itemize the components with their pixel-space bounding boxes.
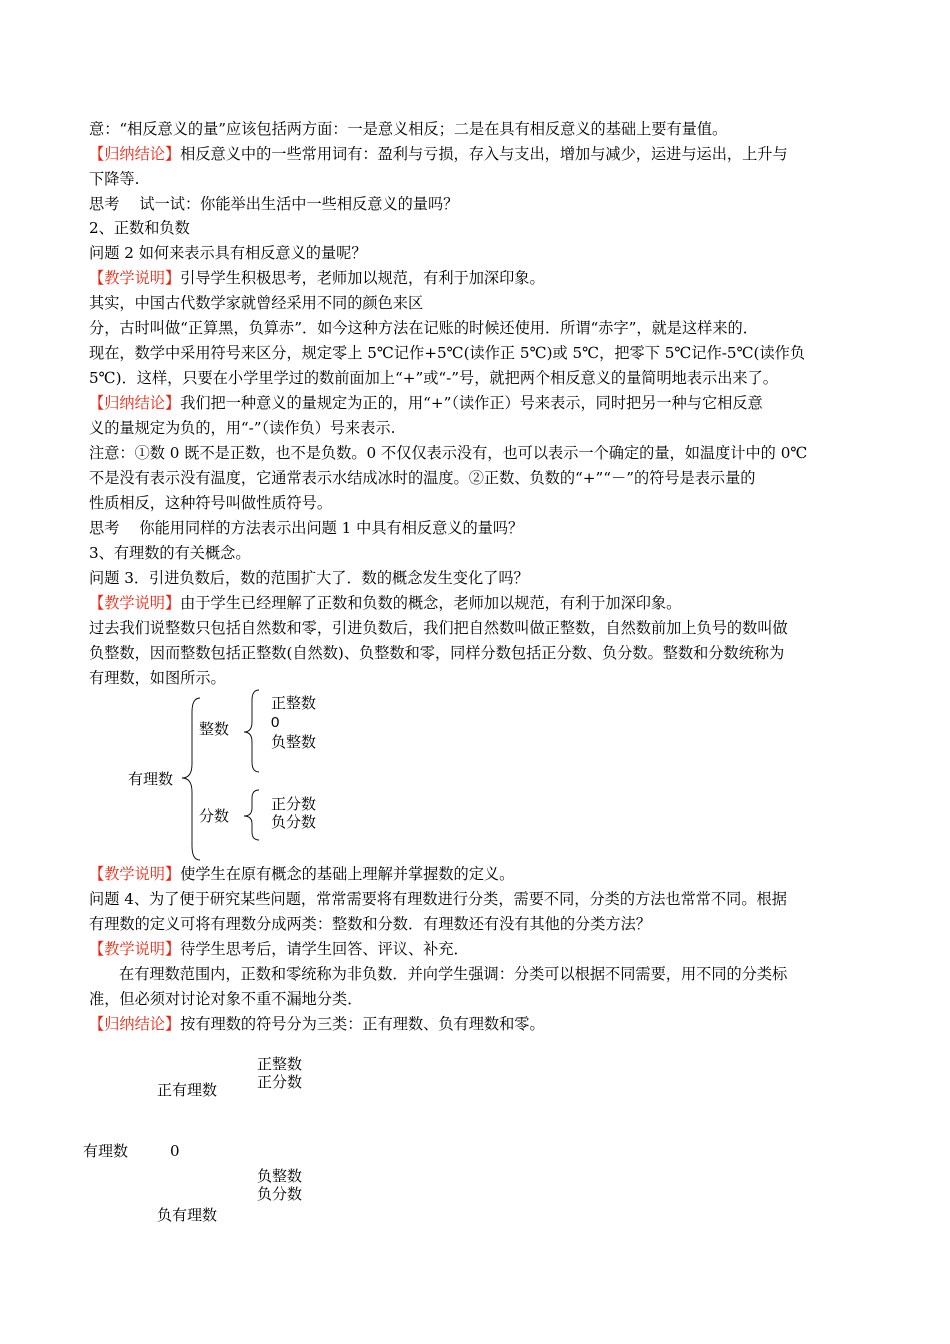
conclusion-tag: 【归纳结论】 [89, 1015, 181, 1033]
teaching-note-text: 引导学生积极思考，老师加以规范，有利于加深印象。 [180, 269, 545, 287]
fraction-brace [244, 790, 259, 840]
text-line: 现在，数学中采用符号来区分，规定零上 5℃记作+5℃(读作正 5℃)或 5℃，把零下 5℃记作-5℃(读作负 [89, 344, 806, 362]
note-line: 性质相反，这种符号叫做性质符号。 [89, 494, 332, 512]
conclusion-text: 相反意义中的一些常用词有：盈利与亏损，存入与支出，增加与减少，运进与运出，上升与 [180, 145, 788, 163]
text-line: 过去我们说整数只包括自然数和零，引进负数后，我们把自然数叫做正整数，自然数前加上负号的数叫做 [89, 619, 788, 637]
text-line: 有理数的定义可将有理数分成两类：整数和分数．有理数还有没有其他的分类方法？ [89, 915, 651, 933]
conclusion-tag: 【归纳结论】 [89, 145, 181, 163]
outer-brace [182, 698, 200, 860]
text-line: 义的量规定为负的，用“-”（读作负）号来表示. [89, 419, 396, 437]
sign-positive-integer-label: 正整数 [257, 1055, 303, 1073]
positive-fraction-label: 正分数 [271, 795, 317, 813]
think-line: 思考 试一试：你能举出生活中一些相反意义的量吗？ [89, 195, 459, 213]
question-line: 问题 3．引进负数后，数的范围扩大了．数的概念发生变化了吗？ [89, 569, 529, 587]
text-line: 意：“相反意义的量”应该包括两方面：一是意义相反；二是在具有相反意义的基础上要有量值。 [89, 120, 728, 138]
teaching-note-text: 由于学生已经理解了正数和负数的概念，老师加以规范，有利于加深印象。 [180, 594, 682, 612]
note-line: 不是没有表示没有温度，它通常表示水结成冰时的温度。②正数、负数的“+”“－”的符号是表示量的 [89, 469, 756, 487]
text-line: 分，古时叫做“正算黑，负算赤”．如今这种方法在记账的时候还使用．所谓“赤字”，就是这样来的． [89, 319, 758, 337]
conclusion-text: 我们把一种意义的量规定为正的，用“+”（读作正）号来表示，同时把另一种与它相反意 [180, 394, 763, 412]
text-line: 其实，中国古代数学家就曾经采用不同的颜色来区 [89, 294, 424, 312]
teaching-note-text: 使学生在原有概念的基础上理解并掌握数的定义。 [180, 865, 515, 883]
teaching-note-tag: 【教学说明】 [89, 269, 181, 287]
teaching-note-tag: 【教学说明】 [89, 865, 181, 883]
negative-integer-label: 负整数 [271, 733, 317, 751]
question-line: 问题 2 如何来表示具有相反意义的量呢？ [89, 244, 367, 262]
text-line: 下降等. [89, 170, 140, 188]
fraction-label: 分数 [199, 807, 230, 825]
think-line: 思考 你能用同样的方法表示出问题 1 中具有相反意义的量吗？ [89, 519, 524, 537]
zero-label: 0 [271, 714, 280, 731]
sign-negative-integer-label: 负整数 [257, 1167, 303, 1185]
conclusion-text: 按有理数的符号分为三类：正有理数、负有理数和零。 [180, 1015, 545, 1033]
sign-zero-label: 0 [170, 1142, 180, 1160]
positive-rational-label: 正有理数 [157, 1081, 218, 1099]
sign-negative-fraction-label: 负分数 [257, 1185, 303, 1203]
sign-positive-fraction-label: 正分数 [257, 1073, 303, 1091]
section-heading: 2、正数和负数 [89, 219, 190, 237]
teaching-note-tag: 【教学说明】 [89, 594, 181, 612]
conclusion-tag: 【归纳结论】 [89, 394, 181, 412]
sign-rational-number-label: 有理数 [83, 1142, 129, 1160]
text-line: 5℃)．这样，只要在小学里学过的数前面加上“+”或“-”号，就把两个相反意义的量简明地表示出来了。 [89, 369, 778, 387]
text-line: 有理数，如图所示。 [89, 669, 226, 687]
teaching-note-tag: 【教学说明】 [89, 940, 181, 958]
negative-rational-label: 负有理数 [157, 1206, 218, 1224]
question-line: 问题 4、为了便于研究某些问题，常常需要将有理数进行分类，需要不同，分类的方法也常常不同。根据 [89, 890, 787, 908]
text-line: 负整数，因而整数包括正整数(自然数)、负整数和零，同样分数包括正分数、负分数。整数和分数统称为 [89, 644, 785, 662]
rational-number-label: 有理数 [128, 770, 174, 788]
teaching-note-line [89, 862, 879, 887]
integer-brace [244, 690, 259, 772]
positive-integer-label: 正整数 [271, 694, 317, 712]
note-line: 注意：①数 0 既不是正数，也不是负数。0 不仅仅表示没有，也可以表示一个确定的量，如温度计中的 0℃ [89, 444, 808, 462]
text-line: 准，但必须对讨论对象不重不漏地分类． [89, 990, 363, 1008]
integer-label: 整数 [199, 720, 230, 738]
text-line: 在有理数范围内，正数和零统称为非负数．并向学生强调：分类可以根据不同需要，用不同的分类标 [119, 965, 788, 983]
conclusion-line [89, 1012, 879, 1037]
negative-fraction-label: 负分数 [271, 813, 317, 831]
section-heading: 3、有理数的有关概念。 [89, 544, 251, 562]
teaching-note-line [89, 937, 879, 962]
teaching-note-text: 待学生思考后，请学生回答、评议、补充． [180, 940, 469, 958]
